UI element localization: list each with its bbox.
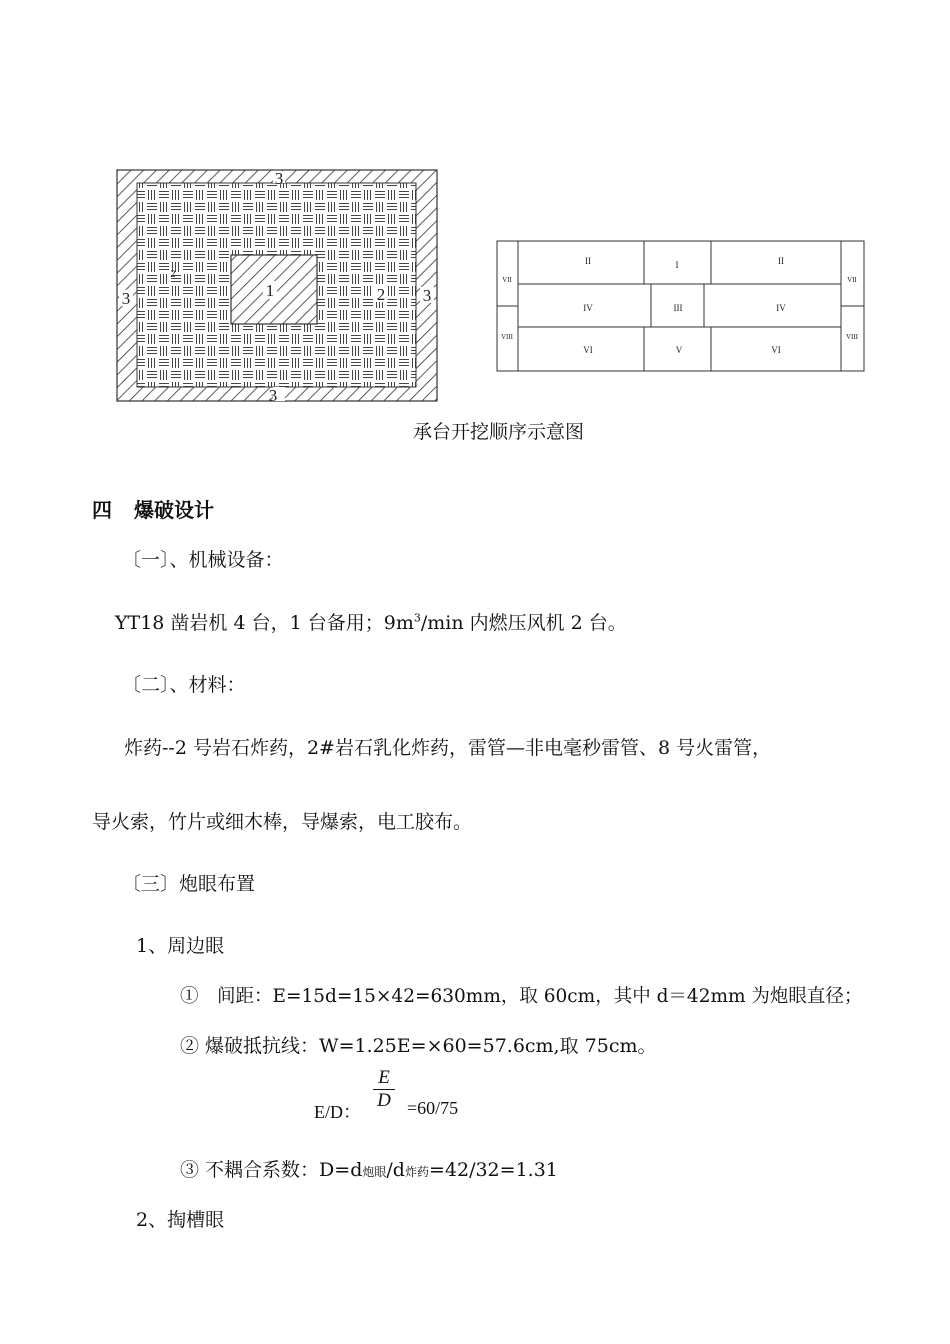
materials-heading: 〔二〕、材料： bbox=[122, 674, 246, 696]
cell-side-right-top: VII bbox=[847, 276, 857, 284]
cell-side-left-top: VII bbox=[502, 276, 512, 284]
perimeter-holes-item: 1、周边眼 bbox=[136, 935, 225, 957]
cell-mid-right: IV bbox=[776, 303, 786, 313]
cell-top-right: II bbox=[778, 256, 784, 266]
materials-line-2: 导火索，竹片或细木棒，导爆索，电工胶布。 bbox=[92, 811, 473, 833]
section-number: 四 bbox=[92, 498, 112, 522]
equipment-heading: 〔一〕、机械设备： bbox=[122, 549, 284, 571]
zone-label-2: 2 bbox=[376, 285, 386, 304]
cell-mid-left: IV bbox=[583, 303, 593, 313]
decoupling-line: ③ 不耦合系数：D=d炮眼/d炸药=42/32=1.31 bbox=[180, 1159, 558, 1181]
cell-side-left-bot: VIII bbox=[500, 333, 514, 341]
cell-top-mid: I bbox=[675, 260, 679, 270]
excavation-zone-figure bbox=[110, 165, 445, 407]
fraction-e-over-d bbox=[372, 1067, 396, 1112]
zone-label-1: 1 bbox=[265, 281, 275, 300]
zone-label-3-right: 3 bbox=[422, 286, 432, 305]
cell-side-right-bot: VIII bbox=[845, 333, 859, 341]
cell-bot-right: VI bbox=[771, 345, 781, 355]
equipment-text: YT18 凿岩机 4 台，1 台备用；$9m^3/\min$ 内燃压风机 2 台。 bbox=[115, 611, 627, 634]
zone-label-3-top: 3 bbox=[274, 169, 284, 188]
section-heading bbox=[92, 494, 214, 523]
fraction-denominator: D bbox=[377, 1090, 391, 1111]
cell-top-left: II bbox=[585, 256, 591, 266]
burden-line: ② 爆破抵抗线：W=1.25E=×60=57.6cm,取 75cm。 bbox=[180, 1035, 657, 1057]
ratio-value: =60/75 bbox=[407, 1098, 459, 1118]
excavation-order-grid bbox=[496, 240, 866, 373]
spacing-line: ① 间距：E=15d=15×42=630mm，取 60cm，其中 d＝42mm 为炮眼直径； bbox=[180, 986, 863, 1007]
cell-bot-left: VI bbox=[583, 345, 593, 355]
figure-caption: 承台开挖顺序示意图 bbox=[413, 421, 585, 443]
ratio-label: E/D： bbox=[314, 1102, 361, 1122]
fraction-numerator: E bbox=[378, 1067, 390, 1088]
holes-heading: 〔三〕炮眼布置 bbox=[122, 873, 256, 895]
zone-label-3-left: 3 bbox=[121, 289, 131, 308]
materials-line-1: 炸药--2 号岩石炸药，2#岩石乳化炸药，雷管—非电毫秒雷管、8 号火雷管， bbox=[124, 737, 772, 759]
cell-bot-mid: V bbox=[675, 345, 683, 355]
section-title: 爆破设计 bbox=[134, 498, 214, 522]
zone-label-3-bottom: 3 bbox=[268, 386, 278, 405]
cut-holes-item: 2、掏槽眼 bbox=[136, 1209, 225, 1231]
zone-label-2-small: 2 bbox=[170, 269, 176, 280]
cell-mid-mid: III bbox=[673, 303, 683, 313]
